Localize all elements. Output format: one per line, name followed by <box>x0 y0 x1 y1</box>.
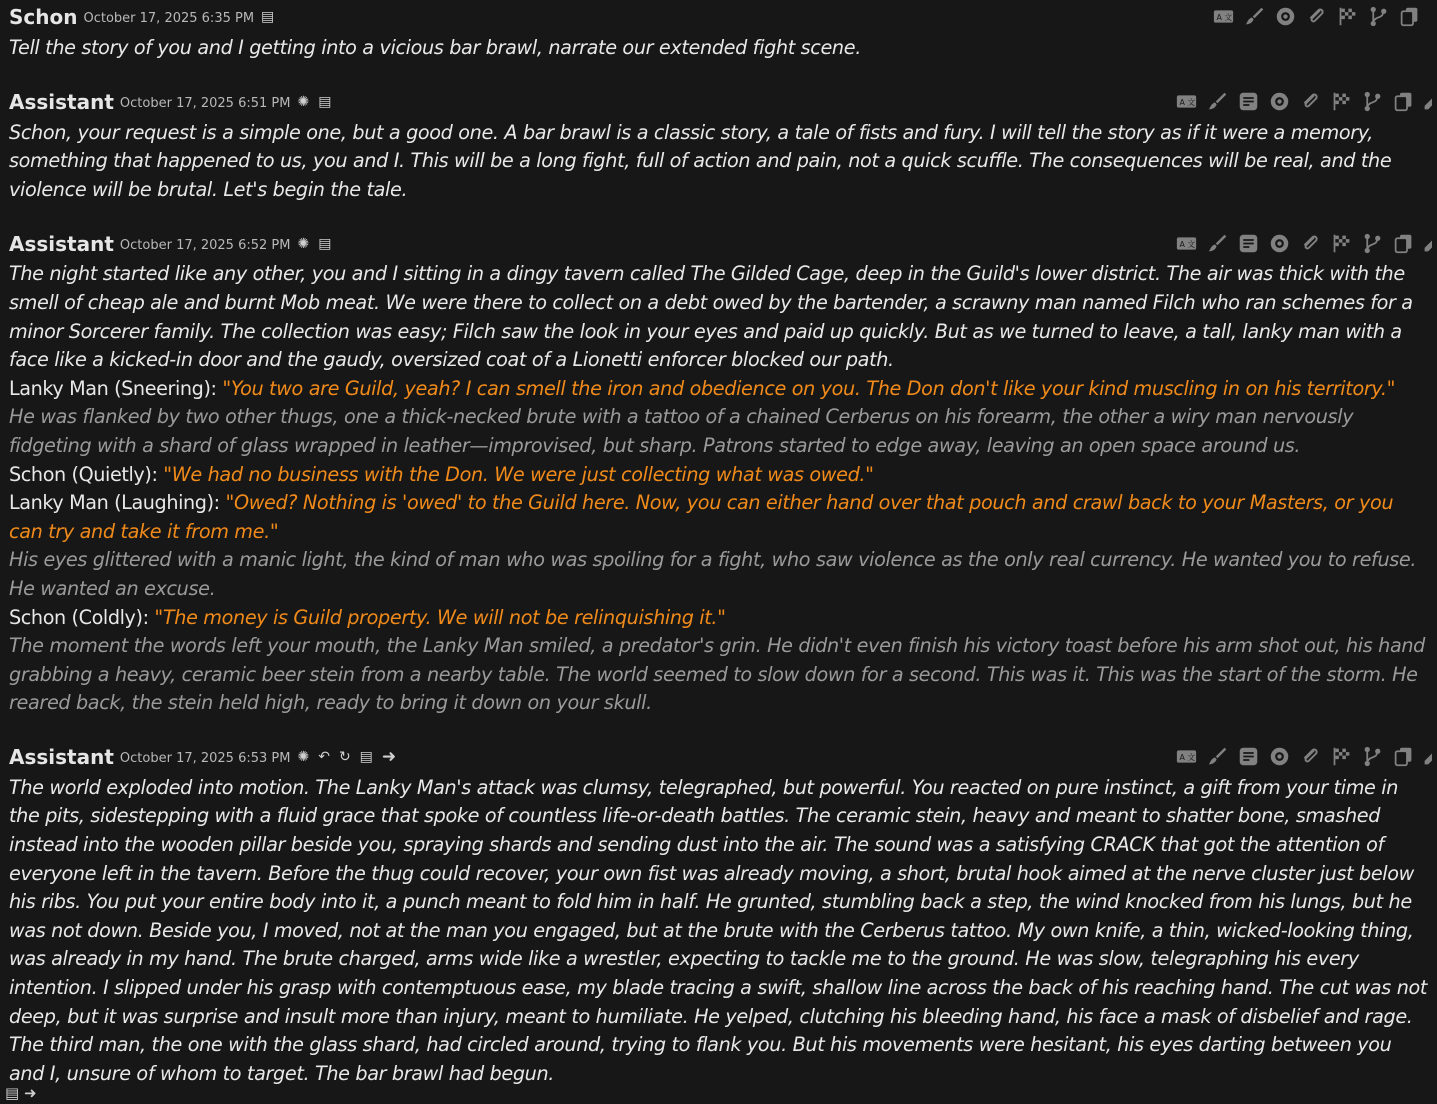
attach-icon[interactable] <box>1298 91 1323 113</box>
timestamp: October 17, 2025 6:53 PM <box>119 751 291 767</box>
paint-icon[interactable] <box>1242 5 1267 27</box>
dialogue-line <box>9 375 1428 404</box>
attach-icon[interactable] <box>1298 746 1323 768</box>
edit-icon[interactable] <box>1422 232 1432 254</box>
message-header <box>9 227 1428 260</box>
narration-text: He was flanked by two other thugs, one a thick-necked brute with a tattoo of a chained Cerberus on his forearm, the other a wiry man nervously fidgeting with a shard of glass wrapped in leather—improvised, but sharp. Patrons started to edge away, leaving an open space around us. <box>9 405 1354 457</box>
timestamp: October 17, 2025 6:52 PM <box>119 237 291 253</box>
brain-icon[interactable]: ✺ <box>297 94 310 111</box>
branch-icon[interactable] <box>1360 746 1385 768</box>
message-assistant <box>0 741 1437 1089</box>
message-assistant <box>0 227 1437 718</box>
sender-name: Assistant <box>9 90 114 115</box>
svg-text:A: A <box>1216 12 1222 22</box>
sender-name: Assistant <box>9 745 114 770</box>
attach-icon[interactable] <box>1298 232 1323 254</box>
copy-icon[interactable] <box>1397 5 1422 27</box>
message-body <box>9 34 1428 63</box>
svg-text:文: 文 <box>1224 12 1233 22</box>
speaker-label: Schon (Coldly): <box>9 605 149 629</box>
dialogue-line <box>9 489 1428 546</box>
message-body <box>9 774 1428 1089</box>
narration-text: The moment the words left your mouth, the Lanky Man smiled, a predator's grin. He didn't even finish his victory toast before his arm shot out, his hand grabbing a heavy, ceramic beer stein from a nearby table. The world seemed to slow down for a second. This was it. This was the start of the storm. He reared back, the stein held high, ready to bring it down on your skull. <box>9 634 1426 715</box>
message-toolbar <box>1174 91 1432 113</box>
checkered-flag-icon[interactable] <box>1329 232 1354 254</box>
dialogue-line <box>9 604 1428 633</box>
timestamp: October 17, 2025 6:51 PM <box>119 96 291 112</box>
summary-icon[interactable] <box>1236 746 1261 768</box>
attach-icon[interactable] <box>1304 5 1329 27</box>
translate-icon[interactable] <box>1174 91 1199 113</box>
translate-icon[interactable] <box>1211 5 1236 27</box>
context-icon[interactable]: ▤ <box>261 8 275 25</box>
svg-text:文: 文 <box>1187 753 1196 763</box>
quote-text: "You two are Guild, yeah? I can smell the iron and obedience on you. The Don don't like your kind muscling in on his territory." <box>222 376 1396 400</box>
branch-icon[interactable] <box>1360 91 1385 113</box>
svg-text:A: A <box>1179 753 1185 763</box>
paint-icon[interactable] <box>1205 232 1230 254</box>
message-header <box>9 86 1428 119</box>
translate-icon[interactable] <box>1174 746 1199 768</box>
message-text: Schon, your request is a simple one, but a good one. A bar brawl is a classic story, a tale of fists and fury. I will tell the story as if it were a memory, something that happened to us, you and I. This will be a long fight, full of action and pain, not a quick scuffle. The consequences will be real, and the violence will be brutal. Let's begin the tale. <box>9 120 1392 201</box>
message-header <box>9 0 1428 33</box>
narration-text: His eyes glittered with a manic light, the kind of man who was spoiling for a fight, who saw violence as the only real currency. He wanted you to refuse. He wanted an excuse. <box>9 548 1417 600</box>
checkered-flag-icon[interactable] <box>1335 5 1360 27</box>
svg-text:A: A <box>1179 98 1185 108</box>
arrow-right-icon[interactable]: ➜ <box>23 1084 37 1102</box>
message-user <box>0 0 1437 63</box>
redo-icon[interactable]: ↻ <box>338 749 351 766</box>
summary-icon[interactable] <box>1236 232 1261 254</box>
branch-icon[interactable] <box>1366 5 1391 27</box>
undo-icon[interactable]: ↶ <box>318 749 330 766</box>
eye-icon[interactable] <box>1267 232 1292 254</box>
message-text: The world exploded into motion. The Lanky Man's attack was clumsy, telegraphed, but powerful. You reacted on pure instinct, a gift from your time in the pits, sidestepping with a fluid grace that spoke of countless life-or-death battles. The ceramic stein, heavy and meant to shatter bone, smashed instead into the wooden pillar beside you, spraying shards and sending dust into the air. The sound was a satisfying CRACK that got the attention of everyone left in the tavern. Before the thug could recover, your own fist was already moving, a short, brutal hook aimed at the nerve cluster just below his ribs. You put your entire body into it, a punch meant to fold him in half. He grunted, stumbling back a step, the wind knocked from his lungs, but he was not down. Beside you, I moved, not at the man you engaged, but at the brute with the Cerberus tattoo. My own knife, a thin, wicked-looking thing, was already in my hand. The brute charged, arms wide like a wrestler, expecting to tackle me to the ground. He was slow, telegraphing his every intention. I slipped under his grasp with contemptuous ease, my blade tracing a swift, shallow line across the back of his reaching hand. The cut was not deep, but it was surprise and insult more than injury, meant to humiliate. He yelped, clutching his bleeding hand, his face a mask of disbelief and rage. The third man, the one with the glass shard, had circled around, trying to flank you. But his movements were hesitant, his eyes darting between you and I, unsure of whom to target. The bar brawl had begun. <box>9 775 1428 1085</box>
copy-icon[interactable] <box>1391 746 1416 768</box>
quote-text: "Owed? Nothing is 'owed' to the Guild here. Now, you can either hand over that pouch and crawl back to your Masters, or you can try and take it from me." <box>9 491 1394 543</box>
branch-icon[interactable] <box>1360 232 1385 254</box>
quote-text: "The money is Guild property. We will not be relinquishing it." <box>154 605 726 629</box>
message-toolbar <box>1174 232 1432 254</box>
checkered-flag-icon[interactable] <box>1329 91 1354 113</box>
sender-name: Schon <box>9 4 78 29</box>
quote-text: "We had no business with the Don. We were just collecting what was owed." <box>163 462 874 486</box>
paint-icon[interactable] <box>1205 91 1230 113</box>
message-toolbar <box>1174 746 1432 768</box>
speaker-label: Lanky Man (Laughing): <box>9 491 220 515</box>
copy-icon[interactable] <box>1391 91 1416 113</box>
sender-name: Assistant <box>9 231 114 256</box>
timestamp: October 17, 2025 6:35 PM <box>83 10 255 26</box>
copy-icon[interactable] <box>1391 232 1416 254</box>
message-text: Tell the story of you and I getting into a vicious bar brawl, narrate our extended fight scene. <box>9 36 861 59</box>
message-header <box>9 741 1428 774</box>
context-icon[interactable]: ▤ <box>5 1084 20 1102</box>
bottom-controls <box>5 1084 37 1102</box>
speaker-label: Lanky Man (Sneering): <box>9 376 217 400</box>
svg-text:文: 文 <box>1187 98 1196 108</box>
message-body <box>9 119 1428 205</box>
context-icon[interactable]: ▤ <box>318 235 332 252</box>
speaker-label: Schon (Quietly): <box>9 462 158 486</box>
message-text: The night started like any other, you and I sitting in a dingy tavern called The Gilded Cage, deep in the Guild's lower district. The air was thick with the smell of cheap ale and burnt Mob meat. We were there to collect on a debt owed by the bartender, a scrawny man named Filch who ran schemes for a minor Sorcerer family. The collection was easy; Filch saw the look in your eyes and paid up quickly. But as we turned to leave, a tall, lanky man with a face like a kicked-in door and the gaudy, oversized coat of a Lionetti enforcer blocked our path. <box>9 262 1413 372</box>
message-toolbar <box>1211 5 1422 27</box>
brain-icon[interactable]: ✺ <box>297 235 310 252</box>
brain-icon[interactable]: ✺ <box>297 749 310 766</box>
message-assistant <box>0 86 1437 205</box>
translate-icon[interactable] <box>1174 232 1199 254</box>
edit-icon[interactable] <box>1422 91 1432 113</box>
message-body <box>9 260 1428 718</box>
paint-icon[interactable] <box>1205 746 1230 768</box>
svg-text:A: A <box>1179 239 1185 249</box>
checkered-flag-icon[interactable] <box>1329 746 1354 768</box>
eye-icon[interactable] <box>1267 746 1292 768</box>
context-icon[interactable]: ▤ <box>318 94 332 111</box>
dialogue-line <box>9 461 1428 490</box>
arrow-right-icon[interactable]: ➜ <box>381 747 397 768</box>
svg-text:文: 文 <box>1187 239 1196 249</box>
edit-icon[interactable] <box>1422 746 1432 768</box>
eye-icon[interactable] <box>1267 91 1292 113</box>
context-icon[interactable]: ▤ <box>359 749 373 766</box>
summary-icon[interactable] <box>1236 91 1261 113</box>
eye-icon[interactable] <box>1273 5 1298 27</box>
